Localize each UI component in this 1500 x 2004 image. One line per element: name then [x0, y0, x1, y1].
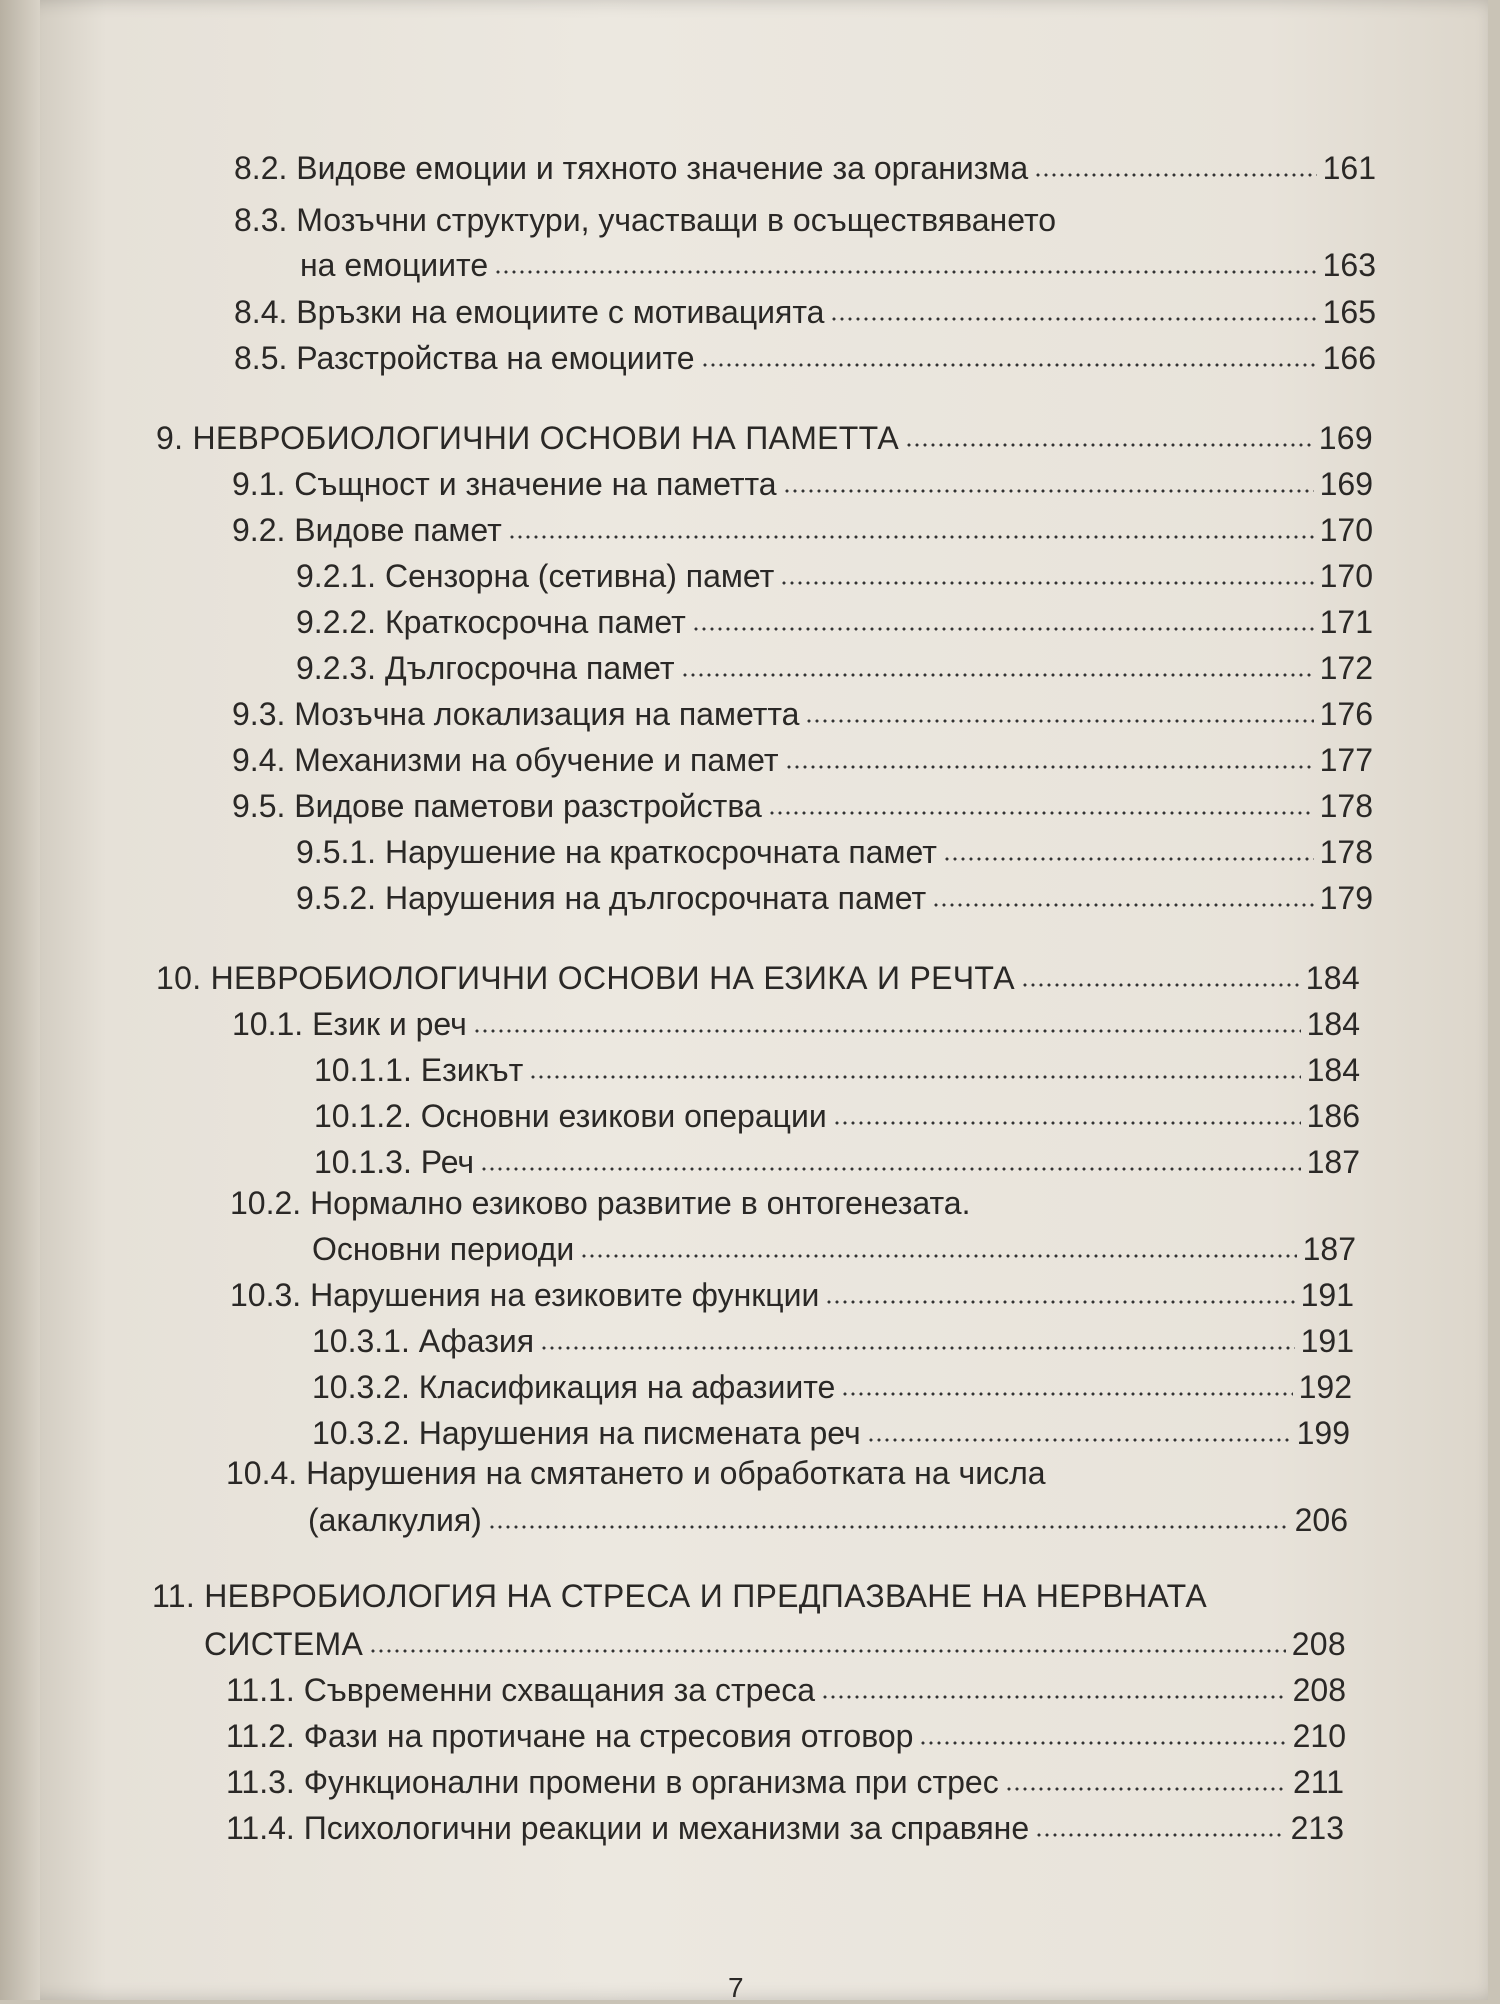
toc-entry-10-3: 10.3. Нарушения на езиковите функции 191: [230, 1277, 1354, 1313]
toc-entry-9-3: 9.3. Мозъчна локализация на паметта 176: [232, 696, 1373, 732]
toc-chapter-9: 9. НЕВРОБИОЛОГИЧНИ ОСНОВИ НА ПАМЕТТА 169: [156, 420, 1373, 456]
toc-entry-9-2: 9.2. Видове памет 170: [232, 512, 1373, 548]
toc-entry-10-3-2-written-speech: 10.3.2. Нарушения на писмената реч 199: [312, 1415, 1350, 1451]
toc-chapter-11: СИСТЕМА 208: [204, 1626, 1346, 1662]
toc-entry-9-2-3: 9.2.3. Дългосрочна памет 172: [296, 650, 1373, 686]
toc-entry-9-2-1: 9.2.1. Сензорна (сетивна) памет 170: [296, 558, 1373, 594]
toc-entry-8-3-title: 8.3. Мозъчни структури, участващи в осъществяването: [234, 202, 1057, 238]
toc-entry-11-3: 11.3. Функционални промени в организма при стрес 211: [226, 1764, 1344, 1800]
toc-entry-10-4-title: 10.4. Нарушения на смятането и обработката на числа: [226, 1455, 1046, 1491]
toc-entry-10-3-1: 10.3.1. Афазия 191: [312, 1323, 1354, 1359]
toc-entry-8-5: 8.5. Разстройства на емоциите 166: [234, 340, 1376, 376]
toc-entry-10-2-title: 10.2. Нормално езиково развитие в онтогенезата.: [230, 1185, 971, 1221]
toc-chapter-11-title: 11. НЕВРОБИОЛОГИЯ НА СТРЕСА И ПРЕДПАЗВАНЕ НА НЕРВНАТА: [152, 1578, 1208, 1614]
toc-chapter-10: 10. НЕВРОБИОЛОГИЧНИ ОСНОВИ НА ЕЗИКА И РЕЧТА 184: [156, 960, 1360, 996]
toc-entry-8-4: 8.4. Връзки на емоциите с мотивацията 165: [234, 294, 1376, 330]
toc-entry-10-2: Основни периоди 187: [312, 1231, 1356, 1267]
toc-entry-11-4: 11.4. Психологични реакции и механизми за справяне 213: [226, 1810, 1344, 1846]
toc-entry-9-2-2: 9.2.2. Краткосрочна памет 171: [296, 604, 1373, 640]
toc-entry-10-1-1: 10.1.1. Езикът 184: [314, 1052, 1360, 1088]
page-number: 7: [728, 1972, 744, 2003]
toc-entry-11-2: 11.2. Фази на протичане на стресовия отговор 210: [226, 1718, 1346, 1754]
toc-entry-8-2: 8.2. Видове емоции и тяхното значение за организма 161: [234, 150, 1376, 186]
toc-entry-9-1: 9.1. Същност и значение на паметта 169: [232, 466, 1373, 502]
toc-entry-10-4: (акалкулия) 206: [308, 1502, 1348, 1538]
toc-entry-10-1: 10.1. Език и реч 184: [232, 1006, 1360, 1042]
toc-entry-8-3: на емоциите 163: [300, 247, 1376, 283]
toc-entry-9-5: 9.5. Видове паметови разстройства 178: [232, 788, 1373, 824]
toc-entry-10-3-2-classification: 10.3.2. Класификация на афазиите 192: [312, 1369, 1352, 1405]
toc-entry-11-1: 11.1. Съвременни схващания за стреса 208: [226, 1672, 1346, 1708]
toc-entry-9-5-1: 9.5.1. Нарушение на краткосрочната памет 178: [296, 834, 1373, 870]
toc-entry-10-1-2: 10.1.2. Основни езикови операции 186: [314, 1098, 1360, 1134]
toc-entry-10-1-3: 10.1.3. Реч 187: [314, 1144, 1360, 1180]
toc-entry-9-4: 9.4. Механизми на обучение и памет 177: [232, 742, 1373, 778]
toc-entry-9-5-2: 9.5.2. Нарушения на дългосрочната памет 179: [296, 880, 1373, 916]
